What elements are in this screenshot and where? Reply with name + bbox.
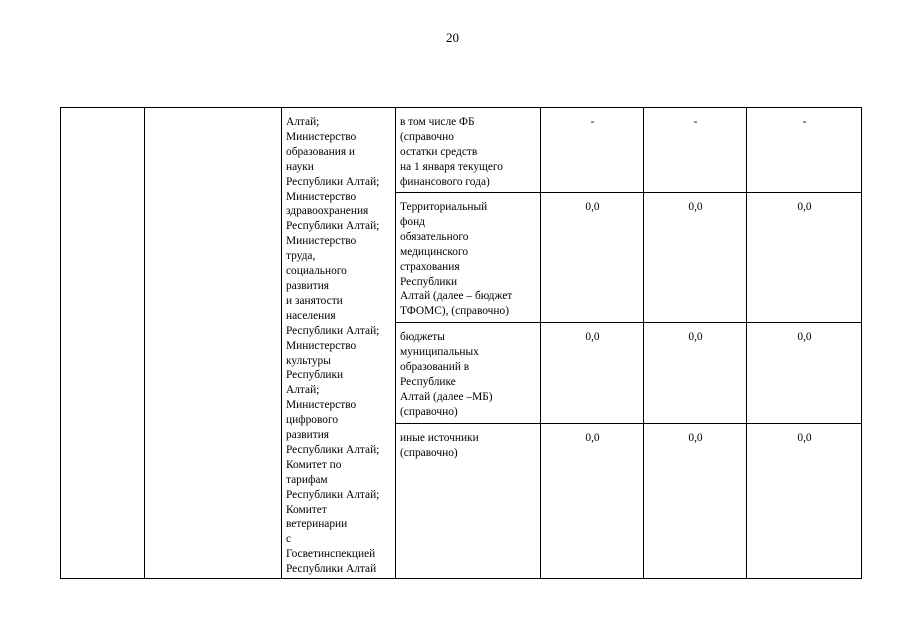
value-cell: -	[541, 108, 644, 193]
page-number: 20	[446, 30, 459, 45]
agency-line: Комитет по	[286, 458, 342, 471]
agency-line: с	[286, 533, 292, 546]
agency-line: Республики	[286, 369, 344, 382]
value-cell: 0,0	[541, 424, 644, 579]
agency-line: Министерство	[286, 339, 357, 352]
agency-line: Министерство	[286, 399, 357, 412]
value-cell: 0,0	[541, 323, 644, 424]
agency-line: Министерство	[286, 190, 357, 203]
source-line: ТФОМС), (справочно)	[400, 305, 509, 318]
funding-source-cell	[396, 108, 541, 193]
source-line: иные источники	[400, 432, 479, 444]
value-cell: -	[644, 108, 747, 193]
source-line: на 1 января текущего	[400, 160, 503, 173]
value-cell: 0,0	[747, 193, 862, 323]
value-cell: 0,0	[644, 424, 747, 579]
responsible-agencies-cell	[282, 108, 396, 579]
agency-line: труда,	[286, 250, 316, 263]
value-cell: 0,0	[644, 323, 747, 424]
agency-line: цифрового	[286, 414, 339, 427]
agency-line: ветеринарии	[286, 518, 348, 531]
source-line: муниципальных	[400, 345, 479, 358]
agency-line: Комитет	[286, 503, 327, 516]
agency-line: образования и	[286, 145, 356, 158]
table-cell-col1	[61, 108, 145, 579]
source-line: медицинского	[400, 245, 469, 258]
source-line: в том числе ФБ	[400, 116, 475, 128]
source-line: финансового года)	[400, 175, 490, 188]
value-cell: 0,0	[747, 323, 862, 424]
source-line: фонд	[400, 215, 425, 228]
agency-line: науки	[286, 160, 314, 173]
source-line: страхования	[400, 260, 460, 273]
agency-line: Республики Алтай;	[286, 443, 380, 456]
agency-line: развития	[286, 429, 330, 442]
value-cell: 0,0	[644, 193, 747, 323]
value-cell: 0,0	[747, 424, 862, 579]
funding-source-cell	[396, 323, 541, 424]
source-line: Республики	[400, 275, 458, 288]
funding-table	[60, 107, 862, 579]
value-cell: -	[747, 108, 862, 193]
table-cell-col2	[145, 108, 282, 579]
source-line: обязательного	[400, 230, 469, 243]
table-row	[61, 108, 862, 193]
agency-line: Госветинспекцией	[286, 548, 376, 561]
agency-line: и занятости	[286, 294, 343, 307]
agency-line: Министерство	[286, 235, 357, 248]
agency-line: культуры	[286, 354, 331, 367]
agency-line: Республики Алтай	[286, 563, 377, 576]
value-cell: 0,0	[541, 193, 644, 323]
source-line: (справочно	[400, 130, 454, 143]
agency-line: Алтай;	[286, 116, 320, 128]
funding-source-cell	[396, 193, 541, 323]
source-line: (справочно)	[400, 446, 458, 459]
source-line: Алтай (далее –МБ)	[400, 390, 493, 403]
source-line: Территориальный	[400, 201, 488, 213]
source-line: Республике	[400, 375, 456, 388]
agency-line: Министерство	[286, 130, 357, 143]
agency-line: Республики Алтай;	[286, 175, 380, 188]
agency-line: населения	[286, 309, 336, 322]
source-line: (справочно)	[400, 405, 458, 418]
source-line: остатки средств	[400, 145, 478, 158]
agency-line: тарифам	[286, 473, 328, 486]
agency-line: Республики Алтай;	[286, 488, 380, 501]
agency-line: Республики Алтай;	[286, 220, 380, 233]
source-line: образований в	[400, 360, 470, 373]
agency-line: здравоохранения	[286, 205, 369, 218]
agency-line: Республики Алтай;	[286, 324, 380, 337]
agency-line: развития	[286, 279, 330, 292]
funding-source-cell	[396, 424, 541, 579]
agency-line: социального	[286, 265, 347, 278]
source-line: бюджеты	[400, 331, 445, 343]
source-line: Алтай (далее – бюджет	[400, 290, 513, 303]
agency-line: Алтай;	[286, 384, 320, 397]
